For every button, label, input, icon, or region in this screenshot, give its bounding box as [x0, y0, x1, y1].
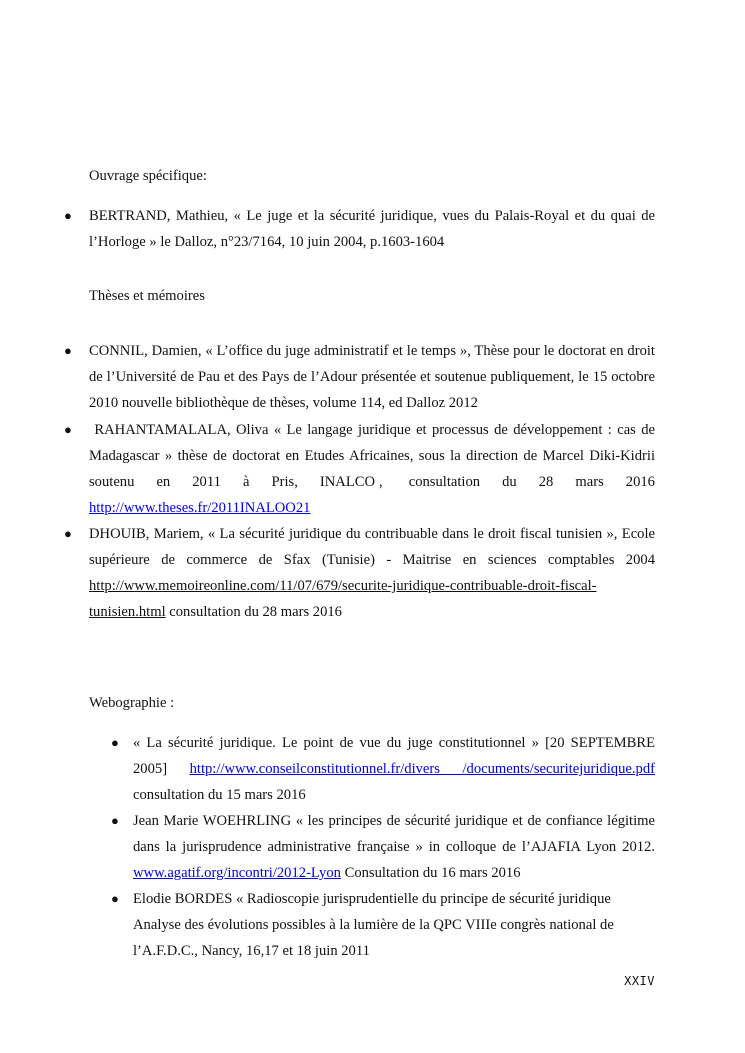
web-reference-conseil	[133, 730, 655, 808]
web-reference-bordes	[133, 886, 655, 964]
reference-dhouib	[89, 521, 655, 625]
bullet-icon: ●	[111, 813, 119, 828]
page-number: XXIV	[624, 974, 655, 988]
reference-text: RAHANTAMALALA, Oliva « Le langage juridique et processus de développement : cas de Madagascar » thèse de doctorat en Etudes Africaines, sous la direction de Marcel Diki-Kidrii soutenu en 2011 à Pris, INALCO	[89, 422, 655, 490]
bullet-icon: ●	[64, 526, 72, 541]
bullet-icon: ●	[64, 208, 72, 223]
reference-link[interactable]: http://www.theses.fr/2011INALOO21	[89, 500, 311, 516]
reference-link[interactable]: http://www.memoireonline.com/11/07/679/securite-juridique-contribuable-droit-fiscal-tunisien.html	[89, 578, 597, 620]
consultation-date: consultation du 28 mars 2016	[169, 604, 342, 620]
bullet-icon: ●	[111, 735, 119, 750]
section-heading-specific: Ouvrage spécifique:	[89, 168, 207, 184]
bullet-icon: ●	[64, 422, 72, 437]
consultation-date: consultation du 15 mars 2016	[133, 787, 306, 803]
reference-text: Elodie BORDES « Radioscopie jurisprudentielle du principe de sécurité juridique Analyse des évolutions possibles à la lumière de la QPC VIIIe congrès national de l’A.F.D.C., Nancy, 16,17 et 18 juin 2011	[133, 891, 614, 959]
reference-text: BERTRAND, Mathieu, « Le juge et la sécurité juridique, vues du Palais-Royal et du quai de l’Horloge » le Dalloz, n°23/7164, 10 juin 2004, p.1603-1604	[89, 208, 655, 250]
reference-connil	[89, 338, 655, 416]
reference-text: DHOUIB, Mariem, « La sécurité juridique du contribuable dans le droit fiscal tunisien », Ecole supérieure de commerce de Sfax (Tunisie) - Maitrise en sciences comptables 2004	[89, 526, 655, 568]
separator: ,	[379, 474, 383, 490]
section-heading-web: Webographie :	[89, 695, 175, 711]
reference-text: « La sécurité juridique. Le point de vue du juge constitutionnel » [20 SEPTEMBRE 2005]	[133, 735, 655, 777]
web-reference-woehrling	[133, 808, 655, 886]
bullet-icon: ●	[64, 343, 72, 358]
reference-rahantamalala	[89, 417, 655, 521]
bullet-icon: ●	[111, 891, 119, 906]
consultation-date: Consultation du 16 mars 2016	[344, 865, 521, 881]
reference-text: Jean Marie WOEHRLING « les principes de sécurité juridique et de confiance légitime dans la jurisprudence administrative française » in colloque de l’AJAFIA Lyon 2012.	[133, 813, 655, 855]
reference-link[interactable]: www.agatif.org/incontri/2012-Lyon	[133, 865, 341, 881]
reference-text: CONNIL, Damien, « L’office du juge administratif et le temps », Thèse pour le doctorat en droit de l’Université de Pau et des Pays de l’Adour présentée et soutenue publiquement, le 15 octobre 2010 nouvelle bibliothèque de thèses, volume 114, ed Dalloz 2012	[89, 343, 655, 411]
reference-link[interactable]: http://www.conseilconstitutionnel.fr/divers /documents/securitejuridique.pdf	[189, 761, 655, 777]
section-heading-theses: Thèses et mémoires	[89, 288, 205, 304]
consultation-date: consultation du 28 mars 2016	[408, 474, 655, 490]
reference-bertrand	[89, 203, 655, 255]
